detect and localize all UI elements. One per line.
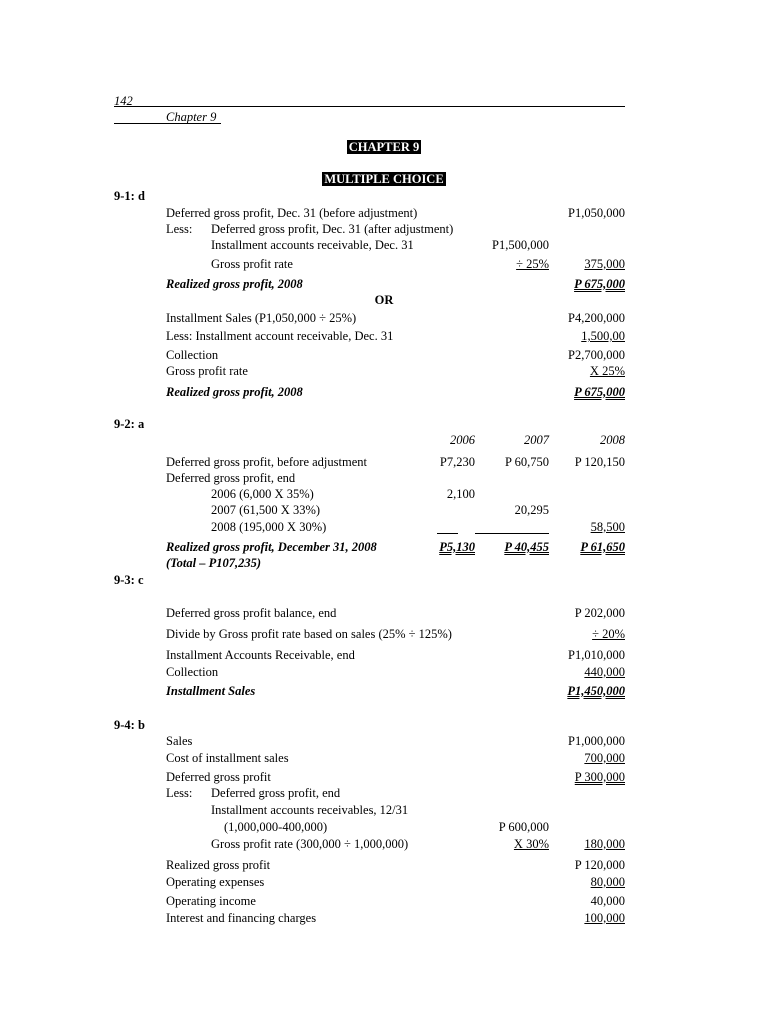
q2-line-1-2008: P 120,150 [574, 455, 625, 469]
q4-line-2: Cost of installment sales [166, 751, 289, 765]
q4-line-7: Gross profit rate (300,000 ÷ 1,000,000) [211, 837, 409, 851]
q2-line-3-value: 2,100 [446, 487, 475, 501]
q4-line-11: Interest and financing charges [166, 911, 317, 925]
q4-line-6-amount: P 600,000 [498, 820, 549, 834]
q4-less: Less: [166, 786, 193, 800]
q1-line-2: Deferred gross profit, Dec. 31 (after adjustment) [211, 222, 454, 236]
q2-line-4-value: 20,295 [514, 503, 549, 517]
q3-line-2-amount: ÷ 20% [592, 627, 625, 641]
q4-line-3: Deferred gross profit [166, 770, 271, 784]
question-9-1-label: 9-1: d [114, 189, 145, 203]
header-rule [114, 106, 625, 107]
q4-line-9: Operating expenses [166, 875, 265, 889]
q2-line-5: 2008 (195,000 X 30%) [211, 520, 327, 534]
running-chapter: Chapter 9 [166, 110, 217, 124]
q2-rule-2007 [475, 533, 549, 534]
q2-line-2: Deferred gross profit, end [166, 471, 296, 485]
q3-line-5-amount: P1,450,000 [567, 684, 625, 698]
q1-less: Less: [166, 222, 193, 236]
chapter-title: CHAPTER 9 [348, 140, 420, 154]
q2-year-2007: 2007 [524, 433, 549, 447]
q2-line-1-2007: P 60,750 [505, 455, 549, 469]
section-title: MULTIPLE CHOICE [324, 172, 444, 186]
q1-line-8-amount: P2,700,000 [568, 348, 625, 362]
q1-line-1-amount: P1,050,000 [568, 206, 625, 220]
q1-line-4-total: 375,000 [584, 257, 625, 271]
q1-line-5-amount: P 675,000 [574, 277, 625, 291]
q3-line-1-amount: P 202,000 [574, 606, 625, 620]
q4-line-10: Operating income [166, 894, 256, 908]
q1-line-4: Gross profit rate [211, 257, 293, 271]
q2-line-6-2006: P5,130 [439, 540, 475, 554]
q2-rule-2006 [437, 533, 458, 534]
q2-year-2008: 2008 [600, 433, 625, 447]
header-subrule [114, 123, 221, 124]
q4-line-7-total: 180,000 [584, 837, 625, 851]
q3-line-1: Deferred gross profit balance, end [166, 606, 337, 620]
q2-line-6: Realized gross profit, December 31, 2008 [166, 540, 377, 554]
q2-line-7: (Total – P107,235) [166, 556, 262, 570]
q2-line-1-2006: P7,230 [439, 455, 475, 469]
q2-line-6-2008: P 61,650 [580, 540, 625, 554]
q4-line-8-amount: P 120,000 [574, 858, 625, 872]
q2-line-6-2007: P 40,455 [504, 540, 549, 554]
q4-line-1: Sales [166, 734, 193, 748]
q4-line-1-amount: P1,000,000 [568, 734, 625, 748]
q2-line-1: Deferred gross profit, before adjustment [166, 455, 367, 469]
q4-line-7-amount: X 30% [513, 837, 549, 851]
q3-line-3-amount: P1,010,000 [568, 648, 625, 662]
q1-line-5: Realized gross profit, 2008 [166, 277, 303, 291]
q1-line-9: Gross profit rate [166, 364, 248, 378]
q1-line-10: Realized gross profit, 2008 [166, 385, 303, 399]
q1-line-7: Less: Installment account receivable, Dec. 31 [166, 329, 394, 343]
question-9-3-label: 9-3: c [114, 573, 144, 587]
q4-line-6: (1,000,000-400,000) [224, 820, 328, 834]
q1-line-9-amount: X 25% [589, 364, 625, 378]
q4-line-4: Deferred gross profit, end [211, 786, 341, 800]
q4-line-3-amount: P 300,000 [574, 770, 625, 784]
question-9-4-label: 9-4: b [114, 718, 145, 732]
q4-line-8: Realized gross profit [166, 858, 271, 872]
q2-line-3: 2006 (6,000 X 35%) [211, 487, 314, 501]
q2-line-4: 2007 (61,500 X 33%) [211, 503, 321, 517]
q3-line-4-amount: 440,000 [584, 665, 625, 679]
q1-line-3: Installment accounts receivable, Dec. 31 [211, 238, 414, 252]
page-number: 142 [114, 94, 133, 108]
q1-line-6-amount: P4,200,000 [568, 311, 625, 325]
or-separator: OR [374, 293, 394, 307]
q4-line-9-amount: 80,000 [590, 875, 625, 889]
q3-line-2: Divide by Gross profit rate based on sales (25% ÷ 125%) [166, 627, 452, 641]
q4-line-11-amount: 100,000 [584, 911, 625, 925]
q3-line-3: Installment Accounts Receivable, end [166, 648, 355, 662]
q4-line-5: Installment accounts receivables, 12/31 [211, 803, 409, 817]
q1-line-3-amount: P1,500,000 [492, 238, 549, 252]
q1-line-10-amount: P 675,000 [574, 385, 625, 399]
q1-line-6: Installment Sales (P1,050,000 ÷ 25%) [166, 311, 357, 325]
q1-line-8: Collection [166, 348, 219, 362]
q2-year-2006: 2006 [450, 433, 475, 447]
q1-line-1: Deferred gross profit, Dec. 31 (before adjustment) [166, 206, 418, 220]
q3-line-5: Installment Sales [166, 684, 256, 698]
q4-line-2-amount: 700,000 [584, 751, 625, 765]
q4-line-10-amount: 40,000 [590, 894, 625, 908]
q2-line-5-value: 58,500 [590, 520, 625, 534]
question-9-2-label: 9-2: a [114, 417, 145, 431]
q1-line-4-amount: ÷ 25% [516, 257, 549, 271]
q3-line-4: Collection [166, 665, 219, 679]
q1-line-7-amount: 1,500,00 [581, 329, 625, 343]
